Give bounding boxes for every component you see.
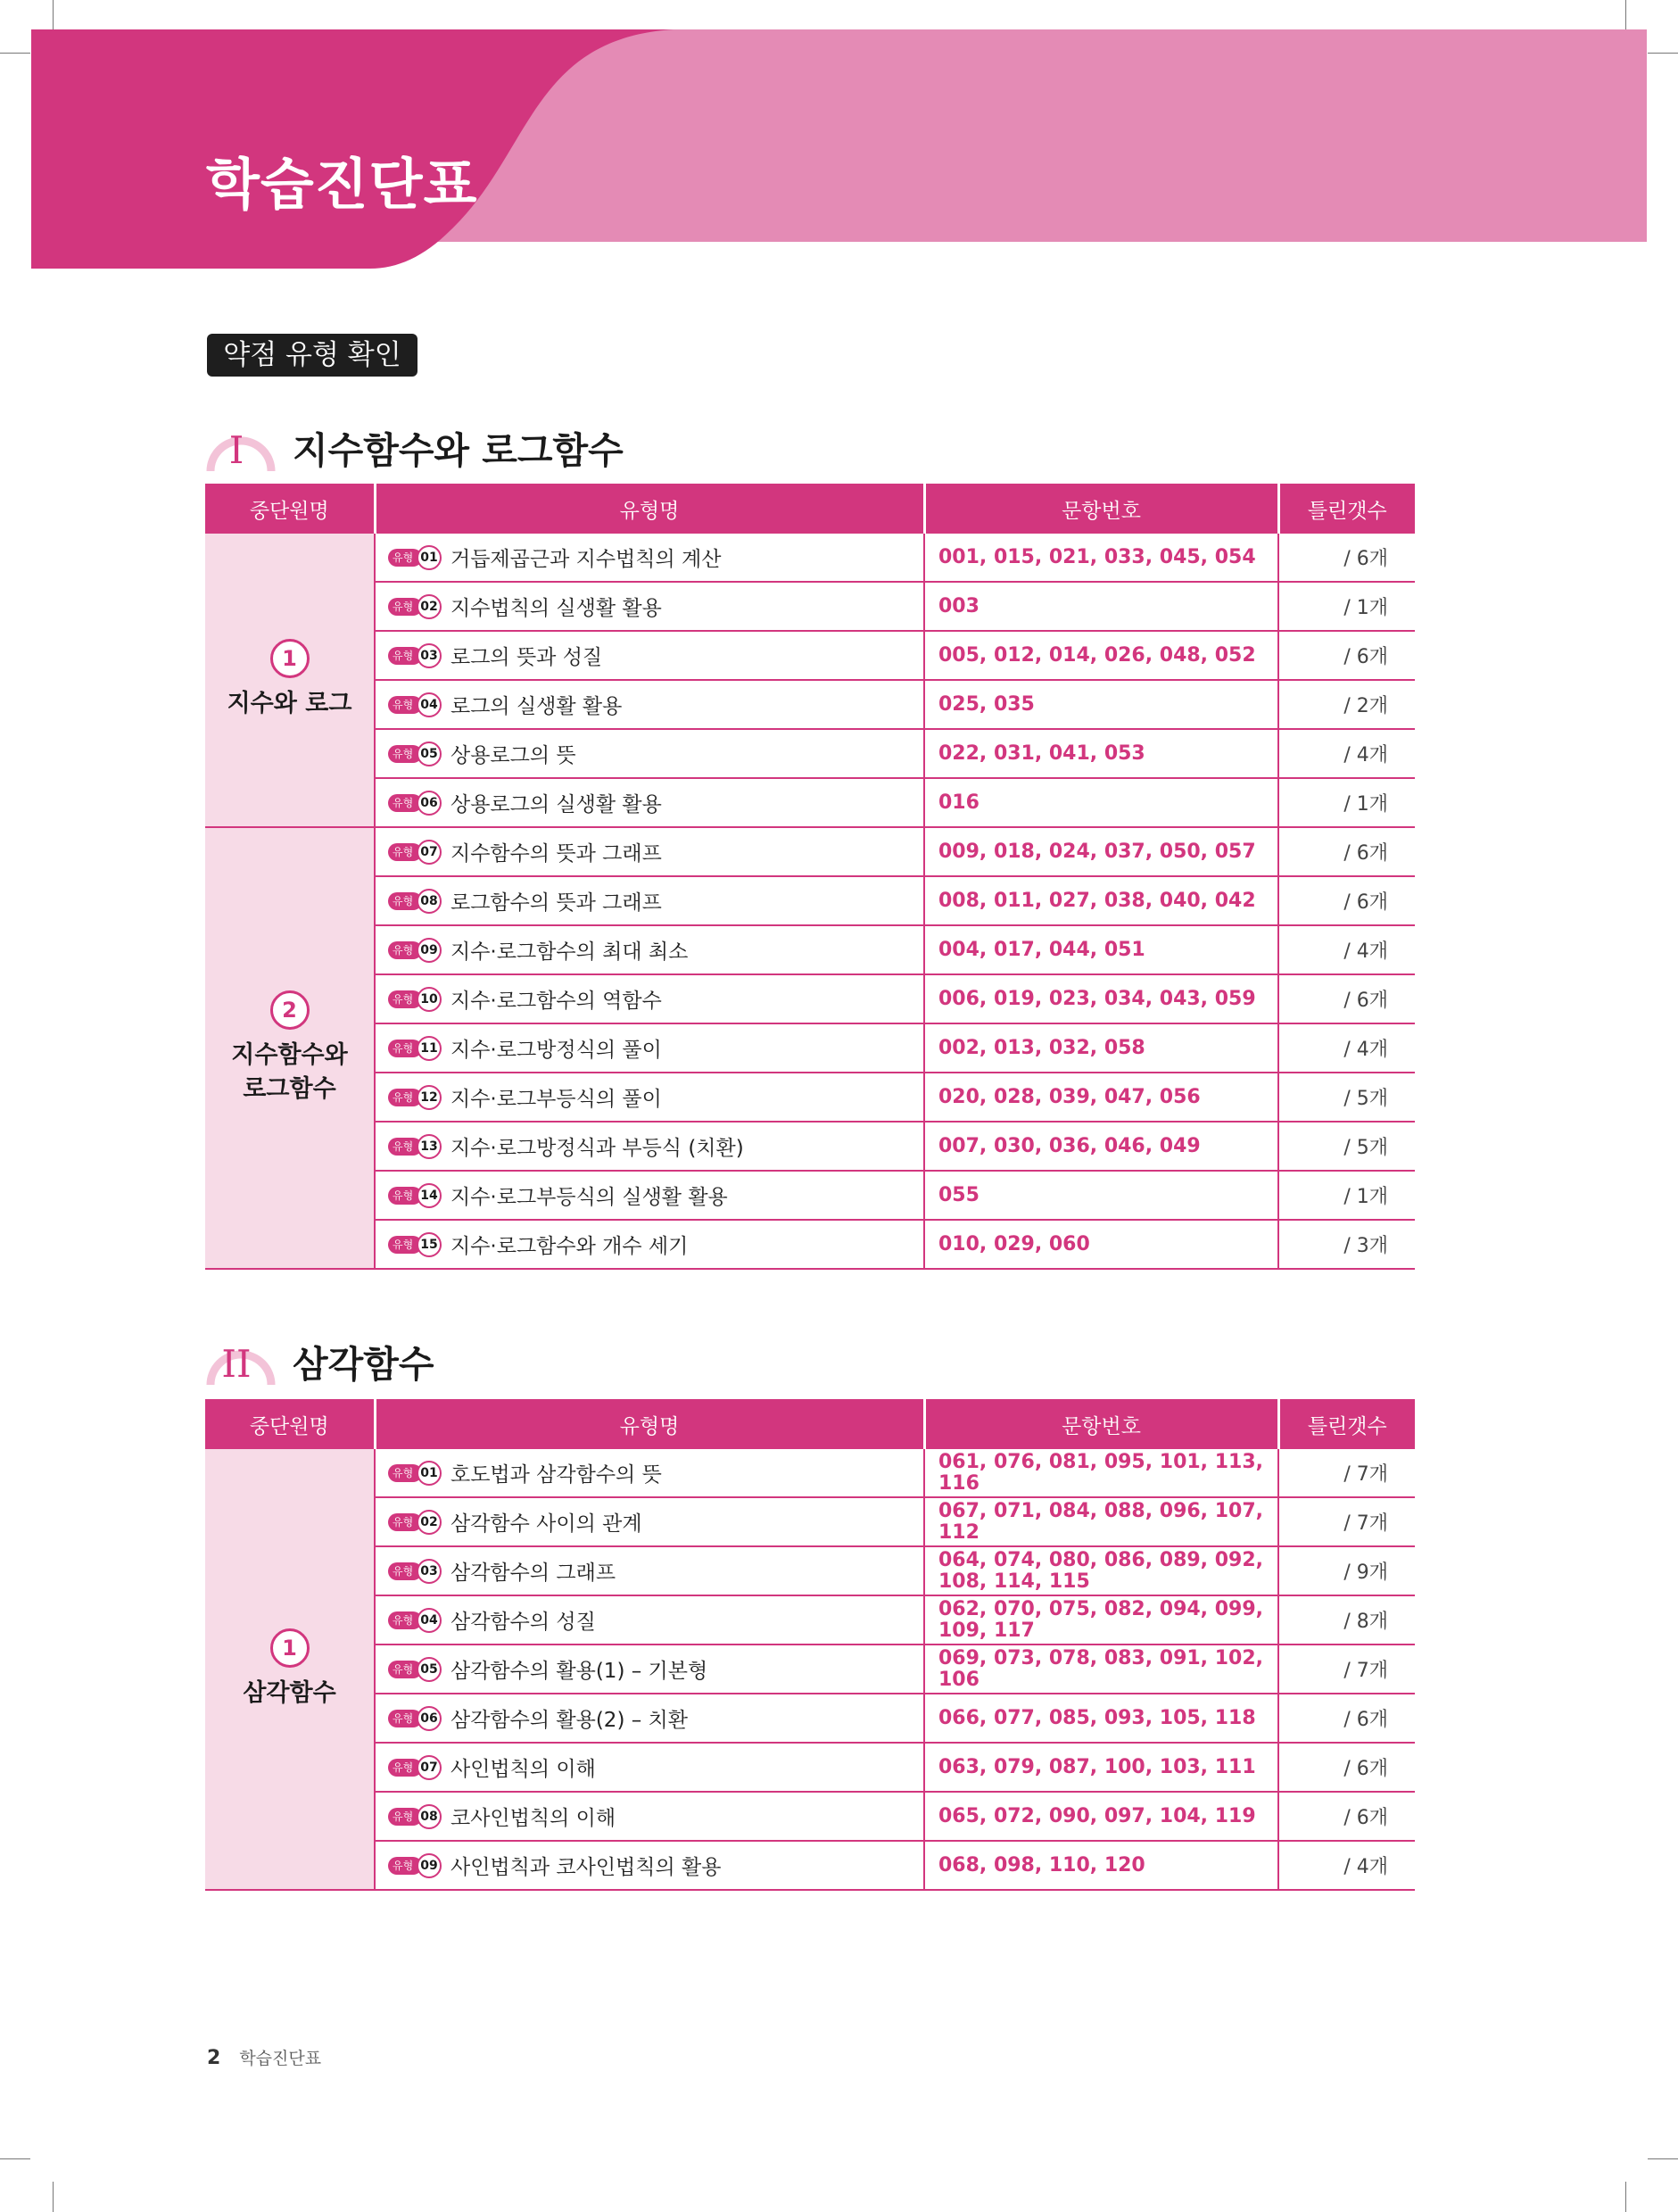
type-cell bbox=[375, 729, 924, 778]
type-number: 03 bbox=[417, 643, 442, 668]
wrong-count: / 3개 bbox=[1278, 1220, 1415, 1269]
type-badge bbox=[388, 692, 445, 717]
column-header: 틀린갯수 bbox=[1278, 484, 1415, 534]
type-name: 호도법과 삼각함수의 뜻 bbox=[450, 1463, 662, 1487]
type-cell bbox=[375, 778, 924, 827]
diagnosis-table bbox=[205, 1399, 1415, 1891]
type-badge bbox=[388, 889, 445, 914]
problem-numbers: 061, 076, 081, 095, 101, 113, 116 bbox=[924, 1449, 1278, 1497]
type-badge-label: 유형 bbox=[388, 1513, 422, 1531]
wrong-count: / 6개 bbox=[1278, 974, 1415, 1023]
table-row bbox=[205, 1073, 1415, 1122]
unit-number: 1 bbox=[270, 1628, 310, 1668]
type-badge-label: 유형 bbox=[388, 892, 422, 910]
section-heading-1 bbox=[205, 416, 740, 478]
unit-number: 1 bbox=[270, 639, 310, 678]
type-number: 08 bbox=[417, 1804, 442, 1829]
type-cell bbox=[375, 582, 924, 631]
type-name: 지수·로그방정식의 풀이 bbox=[450, 1039, 662, 1062]
table-row bbox=[205, 1595, 1415, 1645]
type-badge bbox=[388, 1657, 445, 1682]
unit-cell bbox=[205, 1449, 375, 1890]
problem-numbers: 064, 074, 080, 086, 089, 092, 108, 114, 115 bbox=[924, 1546, 1278, 1595]
type-name: 지수법칙의 실생활 활용 bbox=[450, 597, 662, 620]
type-badge-label: 유형 bbox=[388, 1759, 422, 1777]
wrong-count: / 1개 bbox=[1278, 778, 1415, 827]
problem-numbers: 022, 031, 041, 053 bbox=[924, 729, 1278, 778]
roman-numeral-badge bbox=[205, 416, 285, 478]
problem-numbers: 003 bbox=[924, 582, 1278, 631]
type-badge bbox=[388, 1804, 445, 1829]
problem-numbers: 069, 073, 078, 083, 091, 102, 106 bbox=[924, 1645, 1278, 1694]
table-row bbox=[205, 729, 1415, 778]
problem-numbers: 066, 077, 085, 093, 105, 118 bbox=[924, 1694, 1278, 1743]
type-name: 코사인법칙의 이해 bbox=[450, 1807, 616, 1830]
problem-numbers: 025, 035 bbox=[924, 680, 1278, 729]
type-number: 10 bbox=[417, 987, 442, 1012]
type-name: 로그의 실생활 활용 bbox=[450, 695, 623, 718]
type-badge-label: 유형 bbox=[388, 1040, 422, 1057]
table-body bbox=[205, 534, 1415, 1269]
problem-numbers: 005, 012, 014, 026, 048, 052 bbox=[924, 631, 1278, 680]
type-number: 08 bbox=[417, 889, 442, 914]
table-row bbox=[205, 1449, 1415, 1497]
type-badge bbox=[388, 840, 445, 865]
table-row bbox=[205, 1497, 1415, 1546]
roman-numeral-badge bbox=[205, 1330, 285, 1392]
type-cell bbox=[375, 1171, 924, 1220]
type-name: 삼각함수의 활용(1) – 기본형 bbox=[450, 1660, 708, 1683]
crop-mark bbox=[1648, 53, 1678, 54]
type-name: 사인법칙의 이해 bbox=[450, 1758, 596, 1781]
problem-numbers: 062, 070, 075, 082, 094, 099, 109, 117 bbox=[924, 1595, 1278, 1645]
table-row bbox=[205, 827, 1415, 876]
table-row bbox=[205, 1171, 1415, 1220]
wrong-count: / 7개 bbox=[1278, 1645, 1415, 1694]
type-badge-label: 유형 bbox=[388, 549, 422, 567]
type-badge bbox=[388, 545, 445, 570]
type-name: 삼각함수의 그래프 bbox=[450, 1562, 616, 1585]
unit-number: 2 bbox=[270, 990, 310, 1030]
table-row bbox=[205, 631, 1415, 680]
problem-numbers: 068, 098, 110, 120 bbox=[924, 1841, 1278, 1890]
table-row bbox=[205, 534, 1415, 582]
type-number: 05 bbox=[417, 1657, 442, 1682]
unit-name: 지수와 로그 bbox=[227, 690, 352, 717]
column-header: 중단원명 bbox=[205, 484, 375, 534]
wrong-count: / 7개 bbox=[1278, 1497, 1415, 1546]
page-title: 학습진단표 bbox=[206, 152, 478, 217]
type-cell bbox=[375, 1595, 924, 1645]
type-number: 07 bbox=[417, 840, 442, 865]
wrong-count: / 6개 bbox=[1278, 827, 1415, 876]
type-number: 03 bbox=[417, 1559, 442, 1584]
type-badge-label: 유형 bbox=[388, 1562, 422, 1580]
wrong-count: / 5개 bbox=[1278, 1122, 1415, 1171]
wrong-count: / 6개 bbox=[1278, 1694, 1415, 1743]
type-cell bbox=[375, 1122, 924, 1171]
type-badge-label: 유형 bbox=[388, 941, 422, 959]
problem-numbers: 002, 013, 032, 058 bbox=[924, 1023, 1278, 1073]
table-row bbox=[205, 1841, 1415, 1890]
type-badge bbox=[388, 1232, 445, 1257]
type-number: 13 bbox=[417, 1134, 442, 1159]
table-row bbox=[205, 1122, 1415, 1171]
type-cell bbox=[375, 1023, 924, 1073]
type-cell bbox=[375, 1841, 924, 1890]
type-cell bbox=[375, 1220, 924, 1269]
type-badge bbox=[388, 1853, 445, 1878]
type-badge bbox=[388, 791, 445, 816]
column-header: 문항번호 bbox=[924, 1399, 1278, 1449]
wrong-count: / 6개 bbox=[1278, 1792, 1415, 1841]
type-badge bbox=[388, 1134, 445, 1159]
page-footer bbox=[207, 2045, 321, 2069]
type-name: 거듭제곱근과 지수법칙의 계산 bbox=[450, 548, 722, 571]
type-badge bbox=[388, 987, 445, 1012]
problem-numbers: 008, 011, 027, 038, 040, 042 bbox=[924, 876, 1278, 925]
footer-label: 학습진단표 bbox=[239, 2049, 322, 2068]
table-row bbox=[205, 1645, 1415, 1694]
type-number: 02 bbox=[417, 594, 442, 619]
type-number: 09 bbox=[417, 1853, 442, 1878]
table-header bbox=[205, 484, 1415, 534]
type-number: 04 bbox=[417, 692, 442, 717]
column-header: 문항번호 bbox=[924, 484, 1278, 534]
type-number: 04 bbox=[417, 1608, 442, 1633]
section-heading-2 bbox=[205, 1330, 740, 1392]
problem-numbers: 020, 028, 039, 047, 056 bbox=[924, 1073, 1278, 1122]
type-badge-label: 유형 bbox=[388, 1138, 422, 1156]
type-cell bbox=[375, 925, 924, 974]
unit-cell bbox=[205, 827, 375, 1269]
type-number: 01 bbox=[417, 1461, 442, 1486]
table-row bbox=[205, 1546, 1415, 1595]
type-name: 상용로그의 뜻 bbox=[450, 744, 576, 767]
type-badge-label: 유형 bbox=[388, 1236, 422, 1254]
wrong-count: / 6개 bbox=[1278, 876, 1415, 925]
crop-mark bbox=[1625, 2182, 1626, 2212]
wrong-count: / 4개 bbox=[1278, 729, 1415, 778]
type-name: 지수·로그부등식의 풀이 bbox=[450, 1088, 662, 1111]
type-badge bbox=[388, 1183, 445, 1208]
type-badge-label: 유형 bbox=[388, 1808, 422, 1826]
wrong-count: / 4개 bbox=[1278, 1023, 1415, 1073]
problem-numbers: 016 bbox=[924, 778, 1278, 827]
column-header: 유형명 bbox=[375, 484, 924, 534]
type-name: 로그의 뜻과 성질 bbox=[450, 646, 603, 669]
type-cell bbox=[375, 680, 924, 729]
wrong-count: / 1개 bbox=[1278, 582, 1415, 631]
roman-numeral: II bbox=[221, 1342, 252, 1386]
unit-name: 로그함수 bbox=[243, 1074, 336, 1103]
type-badge-label: 유형 bbox=[388, 1089, 422, 1106]
type-badge bbox=[388, 1755, 445, 1780]
type-name: 지수·로그함수의 최대 최소 bbox=[450, 940, 689, 964]
crop-mark bbox=[0, 2158, 30, 2159]
type-name: 삼각함수의 활용(2) – 치환 bbox=[450, 1709, 688, 1732]
header-banner bbox=[31, 29, 1647, 269]
type-badge-label: 유형 bbox=[388, 1661, 422, 1678]
table-row bbox=[205, 1023, 1415, 1073]
type-number: 01 bbox=[417, 545, 442, 570]
table-row bbox=[205, 925, 1415, 974]
type-badge-label: 유형 bbox=[388, 598, 422, 616]
wrong-count: / 1개 bbox=[1278, 1171, 1415, 1220]
type-number: 14 bbox=[417, 1183, 442, 1208]
type-name: 지수·로그함수와 개수 세기 bbox=[450, 1235, 689, 1258]
crop-mark bbox=[53, 2182, 54, 2212]
crop-mark bbox=[0, 53, 30, 54]
type-name: 사인법칙과 코사인법칙의 활용 bbox=[450, 1856, 722, 1879]
problem-numbers: 010, 029, 060 bbox=[924, 1220, 1278, 1269]
type-badge bbox=[388, 1461, 445, 1486]
crop-mark bbox=[1625, 0, 1626, 30]
problem-numbers: 007, 030, 036, 046, 049 bbox=[924, 1122, 1278, 1171]
problem-numbers: 001, 015, 021, 033, 045, 054 bbox=[924, 534, 1278, 582]
problem-numbers: 065, 072, 090, 097, 104, 119 bbox=[924, 1792, 1278, 1841]
type-name: 삼각함수의 성질 bbox=[450, 1611, 596, 1634]
header-row bbox=[205, 1399, 1415, 1449]
type-badge bbox=[388, 1559, 445, 1584]
type-name: 지수·로그함수의 역함수 bbox=[450, 990, 662, 1013]
type-number: 02 bbox=[417, 1510, 442, 1535]
unit-name: 지수함수와 bbox=[231, 1040, 348, 1069]
type-number: 11 bbox=[417, 1036, 442, 1061]
problem-numbers: 009, 018, 024, 037, 050, 057 bbox=[924, 827, 1278, 876]
column-header: 중단원명 bbox=[205, 1399, 375, 1449]
wrong-count: / 5개 bbox=[1278, 1073, 1415, 1122]
type-number: 07 bbox=[417, 1755, 442, 1780]
wrong-count: / 4개 bbox=[1278, 925, 1415, 974]
wrong-count: / 8개 bbox=[1278, 1595, 1415, 1645]
type-number: 12 bbox=[417, 1085, 442, 1110]
unit-cell bbox=[205, 534, 375, 827]
type-badge bbox=[388, 1706, 445, 1731]
table-body bbox=[205, 1449, 1415, 1890]
type-name: 지수·로그부등식의 실생활 활용 bbox=[450, 1186, 728, 1209]
table-header bbox=[205, 1399, 1415, 1449]
type-cell bbox=[375, 534, 924, 582]
type-name: 지수·로그방정식과 부등식 (치환) bbox=[450, 1137, 744, 1160]
type-badge-label: 유형 bbox=[388, 843, 422, 861]
wrong-count: / 7개 bbox=[1278, 1449, 1415, 1497]
type-badge-label: 유형 bbox=[388, 647, 422, 665]
table-row bbox=[205, 680, 1415, 729]
type-cell bbox=[375, 631, 924, 680]
type-badge-label: 유형 bbox=[388, 696, 422, 714]
wrong-count: / 2개 bbox=[1278, 680, 1415, 729]
type-badge bbox=[388, 741, 445, 766]
diagnosis-table bbox=[205, 484, 1415, 1270]
type-cell bbox=[375, 1694, 924, 1743]
type-badge bbox=[388, 1608, 445, 1633]
type-badge bbox=[388, 643, 445, 668]
type-badge-label: 유형 bbox=[388, 1187, 422, 1205]
header-row bbox=[205, 484, 1415, 534]
crop-mark bbox=[1648, 2158, 1678, 2159]
type-badge bbox=[388, 1510, 445, 1535]
table-row bbox=[205, 974, 1415, 1023]
table-row bbox=[205, 1792, 1415, 1841]
section-tag: 약점 유형 확인 bbox=[207, 334, 417, 377]
table-row bbox=[205, 582, 1415, 631]
type-badge bbox=[388, 594, 445, 619]
problem-numbers: 006, 019, 023, 034, 043, 059 bbox=[924, 974, 1278, 1023]
wrong-count: / 9개 bbox=[1278, 1546, 1415, 1595]
type-number: 06 bbox=[417, 791, 442, 816]
type-cell bbox=[375, 1743, 924, 1792]
roman-numeral: I bbox=[228, 428, 244, 472]
column-header: 틀린갯수 bbox=[1278, 1399, 1415, 1449]
type-badge-label: 유형 bbox=[388, 1464, 422, 1482]
type-badge-label: 유형 bbox=[388, 990, 422, 1008]
type-badge bbox=[388, 938, 445, 963]
type-cell bbox=[375, 974, 924, 1023]
type-cell bbox=[375, 1449, 924, 1497]
page-number: 2 bbox=[207, 2047, 221, 2069]
crop-mark bbox=[53, 0, 54, 30]
type-cell bbox=[375, 1792, 924, 1841]
type-name: 지수함수의 뜻과 그래프 bbox=[450, 842, 662, 866]
type-number: 09 bbox=[417, 938, 442, 963]
table-row bbox=[205, 876, 1415, 925]
type-cell bbox=[375, 1546, 924, 1595]
type-number: 05 bbox=[417, 741, 442, 766]
type-badge bbox=[388, 1085, 445, 1110]
wrong-count: / 6개 bbox=[1278, 534, 1415, 582]
type-cell bbox=[375, 876, 924, 925]
type-badge-label: 유형 bbox=[388, 1857, 422, 1875]
column-header: 유형명 bbox=[375, 1399, 924, 1449]
section-title: 지수함수와 로그함수 bbox=[293, 429, 624, 472]
table-row bbox=[205, 1694, 1415, 1743]
type-cell bbox=[375, 1645, 924, 1694]
problem-numbers: 004, 017, 044, 051 bbox=[924, 925, 1278, 974]
table-row bbox=[205, 1743, 1415, 1792]
wrong-count: / 6개 bbox=[1278, 631, 1415, 680]
type-name: 로그함수의 뜻과 그래프 bbox=[450, 891, 662, 915]
type-name: 삼각함수 사이의 관계 bbox=[450, 1512, 642, 1536]
type-badge-label: 유형 bbox=[388, 794, 422, 812]
wrong-count: / 4개 bbox=[1278, 1841, 1415, 1890]
type-badge-label: 유형 bbox=[388, 1710, 422, 1727]
type-cell bbox=[375, 1497, 924, 1546]
type-badge bbox=[388, 1036, 445, 1061]
type-badge-label: 유형 bbox=[388, 1611, 422, 1629]
problem-numbers: 067, 071, 084, 088, 096, 107, 112 bbox=[924, 1497, 1278, 1546]
type-cell bbox=[375, 827, 924, 876]
problem-numbers: 055 bbox=[924, 1171, 1278, 1220]
wrong-count: / 6개 bbox=[1278, 1743, 1415, 1792]
type-number: 06 bbox=[417, 1706, 442, 1731]
unit-name: 삼각함수 bbox=[243, 1678, 336, 1707]
type-cell bbox=[375, 1073, 924, 1122]
problem-numbers: 063, 079, 087, 100, 103, 111 bbox=[924, 1743, 1278, 1792]
type-badge-label: 유형 bbox=[388, 745, 422, 763]
section-title: 삼각함수 bbox=[293, 1343, 434, 1386]
type-name: 상용로그의 실생활 활용 bbox=[450, 793, 662, 816]
table-row bbox=[205, 1220, 1415, 1269]
table-row bbox=[205, 778, 1415, 827]
type-number: 15 bbox=[417, 1232, 442, 1257]
